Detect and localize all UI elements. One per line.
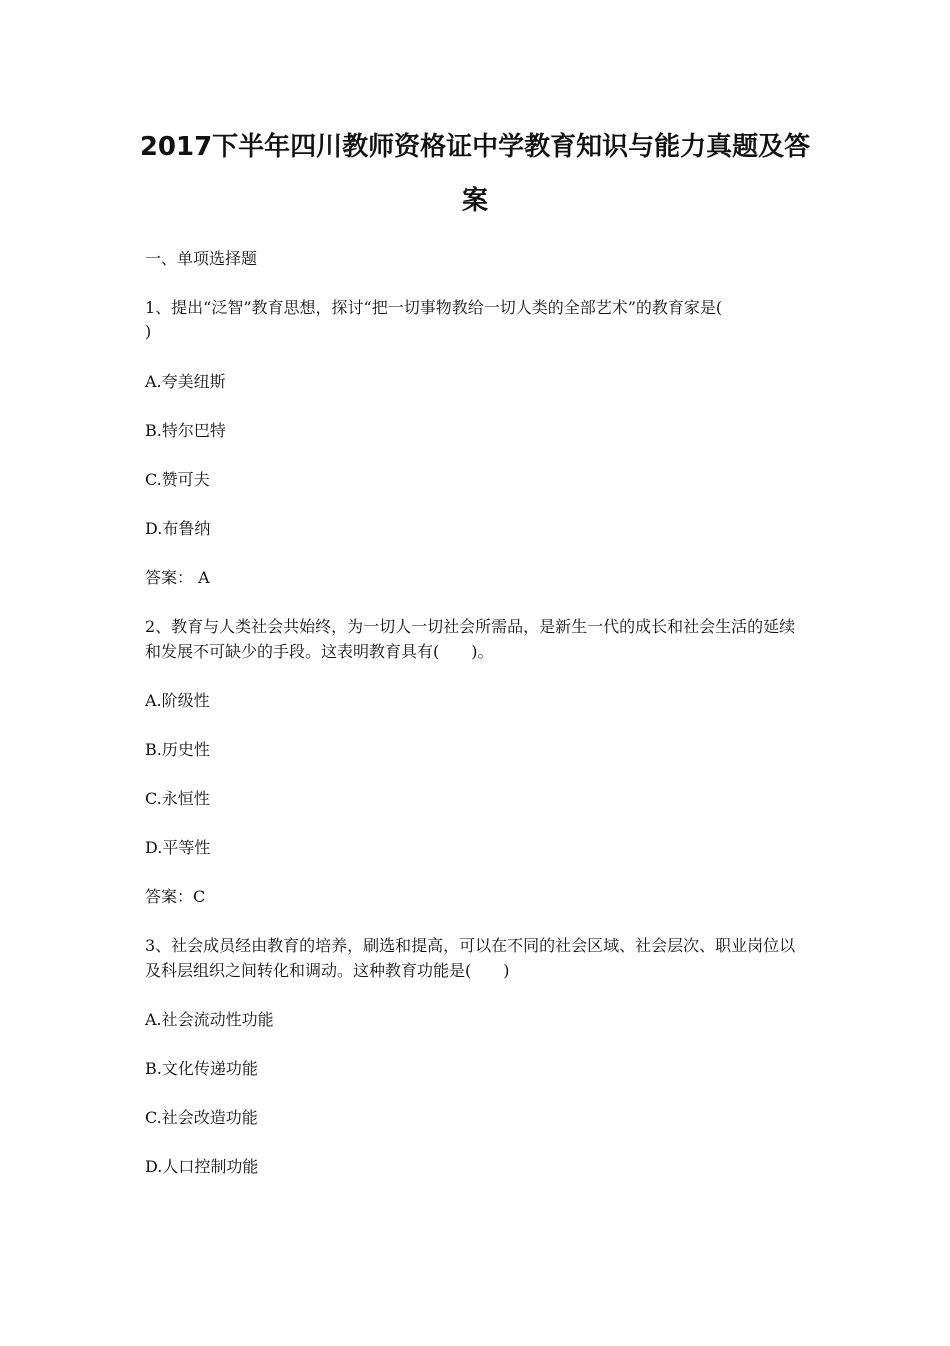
- question-2-answer: 答案：C: [145, 887, 206, 906]
- question-2-stem-line-2: 和发展不可缺少的手段。这表明教育具有( )。: [145, 642, 494, 661]
- question-1-stem-line-1: 1、提出“泛智”教育思想，探讨“把一切事物教给一切人类的全部艺术”的教育家是(: [145, 298, 723, 317]
- question-2-option-a: A.阶级性: [145, 691, 210, 710]
- question-3-stem-line-2: 及科层组织之间转化和调动。这种教育功能是( ): [145, 961, 510, 980]
- question-2-option-c: C.永恒性: [145, 789, 210, 808]
- question-1-option-b: B.特尔巴特: [145, 421, 226, 440]
- question-2-option-b: B.历史性: [145, 740, 210, 759]
- question-2-option-d: D.平等性: [145, 838, 211, 857]
- question-1-stem-line-2: ): [145, 322, 152, 341]
- question-3-option-a: A.社会流动性功能: [145, 1010, 274, 1029]
- document-title-line-1: 2017下半年四川教师资格证中学教育知识与能力真题及答: [139, 132, 811, 162]
- question-3-option-c: C.社会改造功能: [145, 1108, 258, 1127]
- question-3-option-b: B.文化传递功能: [145, 1059, 258, 1078]
- question-1-option-a: A.夸美纽斯: [145, 372, 226, 391]
- question-3-stem-line-1: 3、社会成员经由教育的培养，刷选和提高，可以在不同的社会区域、社会层次、职业岗位以: [145, 936, 796, 955]
- document-title: [120, 120, 830, 228]
- document-title-line-2: 案: [461, 186, 488, 216]
- question-3-option-d: D.人口控制功能: [145, 1157, 259, 1176]
- question-2-stem-line-1: 2、教育与人类社会共始终，为一切人一切社会所需品，是新生一代的成长和社会生活的延续: [145, 617, 796, 636]
- question-1-option-c: C.赞可夫: [145, 470, 210, 489]
- section-heading: 一、单项选择题: [145, 249, 258, 268]
- question-1-option-d: D.布鲁纳: [145, 519, 211, 538]
- question-1-answer: 答案： A: [145, 568, 210, 587]
